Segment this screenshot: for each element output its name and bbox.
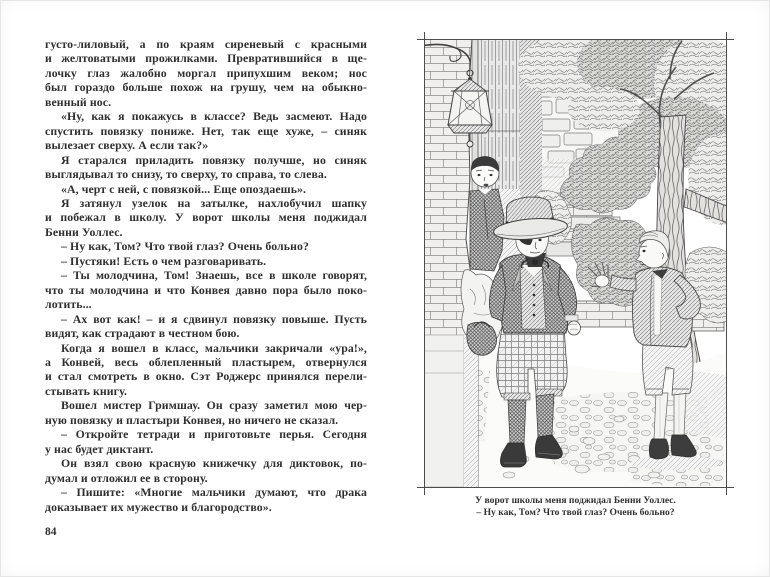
text-line: у нас будет диктант. [45, 441, 154, 456]
text-line: выглядывал то снизу, то сверху, то справа, то слева. [45, 167, 327, 182]
text-line: – Ну как, Том? Что твой глаз? Очень больно? [61, 239, 310, 254]
illustration-drawing [416, 31, 735, 496]
text-line: – Пишите: «Многие мальчики думают, что драка [61, 485, 367, 500]
text-line: и стал смотреть в окно. Сэт Роджерс принялся перели- [45, 369, 367, 384]
text-line: стывать книгу. [45, 383, 128, 398]
text-line: «Ну, как я покажусь в классе? Ведь засмеют. Надо [61, 109, 367, 124]
text-line: а Конвей, весь облепленный пластырем, отвернулся [45, 354, 367, 369]
text-line: лочку глаз жалобно моргал припухшим веком; нос [45, 65, 367, 80]
text-line: и побежал в школу. У ворот школы меня поджидал [45, 210, 367, 225]
text-line: «А, черт с ней, с повязкой... Еще опоздаешь». [61, 181, 307, 196]
text-line: вылезает сверху. А если так?» [45, 138, 209, 153]
text-line: и желтоватыми прожилками. Превратившийся в ще- [45, 51, 367, 66]
page-number: 84 [45, 526, 57, 538]
text-line: спустить повязку пониже. Нет, так еще хуже, – синяк [45, 123, 367, 138]
peeking-boy [470, 156, 504, 271]
text-line: доказывает их мужество и благородство». [45, 499, 272, 514]
text-line: Он взял свою красную книжечку для диктовок, по- [61, 456, 367, 471]
text-line: венный нос. [45, 94, 112, 109]
text-line: Я старался приладить повязку получше, но синяк [61, 152, 367, 167]
text-line: густо-лиловый, а по краям сиреневый с красными [45, 37, 367, 51]
text-line: что ты молодчина и что Конвея давно пора было поко- [45, 282, 367, 297]
text-line: Когда я вошел в класс, мальчики закричали «ура!», [61, 340, 367, 355]
illustration-caption [424, 495, 727, 519]
text-line: был гораздо больше похож на грушу, чем на обыкно- [45, 80, 367, 95]
text-line: – Ах вот как! – и я сдвинул повязку повыше. Пусть [61, 311, 367, 326]
text-line: – Ты молодчина, Том! Знаешь, все в школе говорят, [61, 268, 367, 283]
caption-line-1: У ворот школы меня поджидал Бенни Уоллес. [475, 495, 676, 506]
text-line: ную повязку и пластыри Конвея, но ничего не сказал. [45, 412, 339, 427]
text-line: Я затянул узелок на затылке, нахлобучил шапку [61, 195, 367, 210]
text-line: лотить... [45, 297, 92, 312]
text-line: – Откройте тетради и приготовьте перья. Сегодня [61, 427, 367, 442]
caption-line-2: – Ну как, Том? Что твой глаз? Очень больно? [476, 506, 675, 518]
text-line: думал и отложил ее в сторону. [45, 470, 208, 485]
left-page-text [45, 37, 367, 514]
text-line: Бенни Уоллес. [45, 224, 123, 239]
text-line: видят, как страдают в честном бою. [45, 326, 240, 341]
text-line: – Пустяки! Есть о чем разговаривать. [61, 253, 267, 268]
text-line: Вошел мистер Гримшау. Он сразу заметил мою чер- [61, 398, 367, 413]
